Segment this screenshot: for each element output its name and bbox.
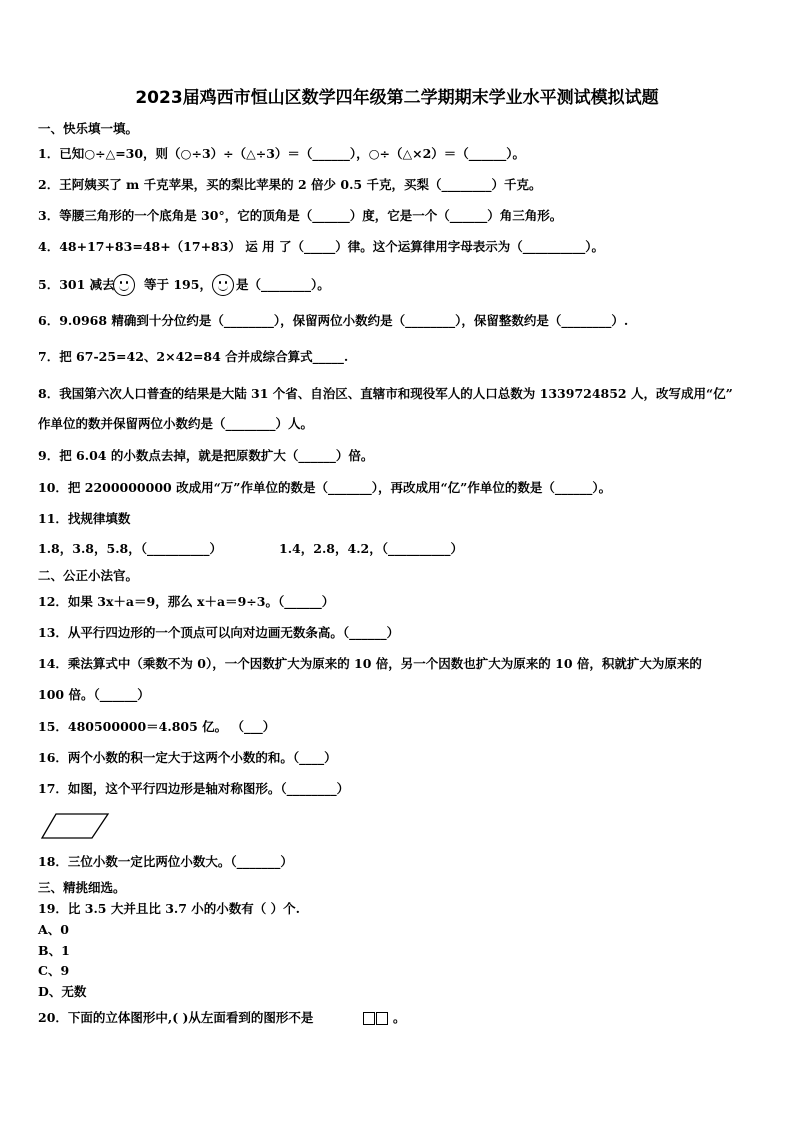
- question-7: 7．把 67-25=42、2×42=84 合并成综合算式_____.: [38, 349, 349, 364]
- question-1: 1．已知○÷△=30，则（○÷3）÷（△÷3）＝（______），○÷（△×2）＝（______）。: [38, 146, 526, 161]
- question-11: 11．找规律填数: [38, 511, 131, 526]
- question-5-part-b: 等于 195，: [144, 277, 212, 292]
- question-5-part-a: 5．301 减去: [38, 277, 115, 292]
- option-d: D、无数: [38, 984, 87, 999]
- page-title: 2023届鸡西市恒山区数学四年级第二学期期末学业水平测试模拟试题: [135, 88, 659, 108]
- question-3: 3．等腰三角形的一个底角是 30°，它的顶角是（______）度，它是一个（______）角三角形。: [38, 208, 563, 223]
- section-heading-3: 三、精挑细选。: [38, 880, 126, 895]
- question-14-line-2: 100 倍。（______）: [38, 687, 150, 702]
- question-19: 19．比 3.5 大并且比 3.7 小的小数有（ ）个.: [38, 901, 301, 916]
- question-16: 16．两个小数的积一定大于这两个小数的和。（____）: [38, 750, 337, 765]
- question-20: 20．下面的立体图形中,( )从左面看到的图形不是: [38, 1010, 314, 1025]
- question-11-sequence-a: 1.8，3.8，5.8，（__________）: [38, 541, 222, 556]
- smiley-face-icon: [113, 274, 135, 296]
- option-b: B、1: [38, 943, 70, 958]
- question-9: 9．把 6.04 的小数点去掉，就是把原数扩大（______）倍。: [38, 448, 374, 463]
- option-a: A、0: [38, 922, 69, 937]
- question-4: 4．48+17+83=48+（17+83） 运 用 了（_____）律。这个运算律用字母表示为（__________）。: [38, 239, 604, 254]
- question-20-end: 。: [393, 1010, 406, 1025]
- question-15: 15．480500000＝4.805 亿。 （___）: [38, 719, 276, 734]
- question-11-sequence-b: 1.4，2.8，4.2，（__________）: [279, 541, 463, 556]
- question-13: 13．从平行四边形的一个顶点可以向对边画无数条高。（______）: [38, 625, 400, 640]
- question-8-line-1: 8．我国第六次人口普查的结果是大陆 31 个省、自治区、直辖市和现役军人的人口总数为 1339724852 人，改写成用“亿”: [38, 386, 733, 401]
- question-8-line-2: 作单位的数并保留两位小数约是（________）人。: [38, 416, 314, 431]
- square-figure: [376, 1012, 388, 1025]
- option-c: C、9: [38, 963, 70, 978]
- question-5-part-c: 是（________）。: [236, 277, 330, 292]
- parallelogram-figure: [40, 812, 110, 840]
- question-2: 2．王阿姨买了 m 千克苹果，买的梨比苹果的 2 倍少 0.5 千克，买梨（________）千克。: [38, 177, 542, 192]
- section-heading-1: 一、快乐填一填。: [38, 121, 139, 136]
- section-heading-2: 二、公正小法官。: [38, 568, 139, 583]
- question-14-line-1: 14．乘法算式中（乘数不为 0），一个因数扩大为原来的 10 倍，另一个因数也扩大为原来的 10 倍，积就扩大为原来的: [38, 656, 702, 671]
- question-12: 12．如果 3x＋a＝9，那么 x＋a＝9÷3。（______）: [38, 594, 335, 609]
- smiley-face-icon: [212, 274, 234, 296]
- question-18: 18．三位小数一定比两位小数大。（_______）: [38, 854, 293, 869]
- question-10: 10．把 2200000000 改成用“万”作单位的数是（_______），再改成用“亿”作单位的数是（______）。: [38, 480, 612, 495]
- square-figure: [363, 1012, 375, 1025]
- question-17: 17．如图，这个平行四边形是轴对称图形。（________）: [38, 781, 350, 796]
- question-6: 6．9.0968 精确到十分位约是（________），保留两位小数约是（________），保留整数约是（________）.: [38, 313, 629, 328]
